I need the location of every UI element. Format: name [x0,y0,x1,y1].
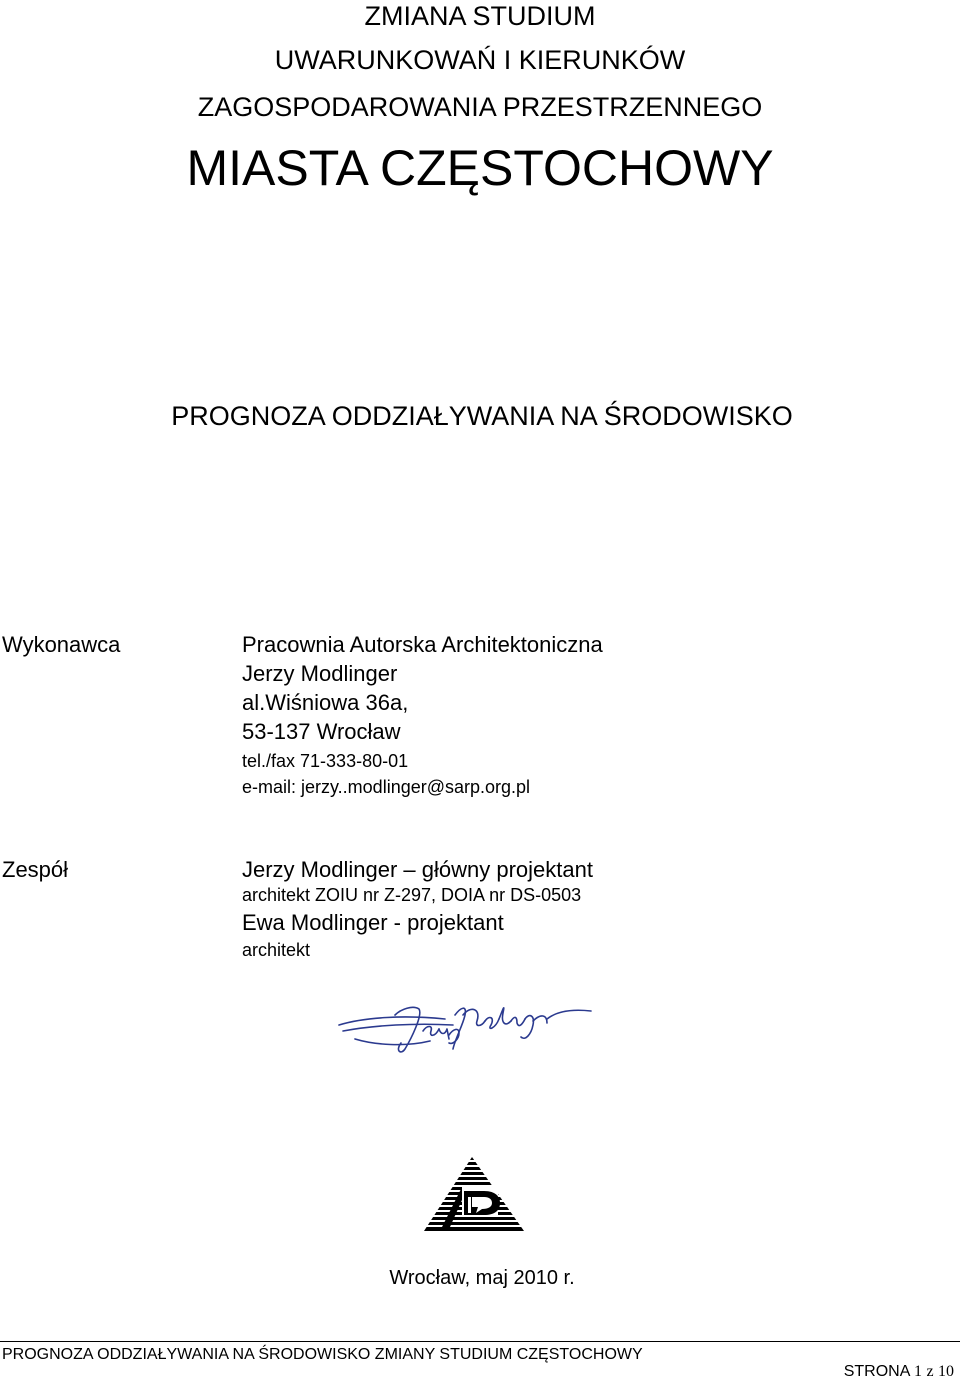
page-label: STRONA [843,1363,910,1380]
contractor-company: Pracownia Autorska Architektoniczna [242,632,603,657]
team-label: Zespół [2,857,69,882]
title-line-3: ZAGOSPODAROWANIA PRZESTRZENNEGO [197,92,763,122]
contractor-street: al.Wiśniowa 36a, [242,690,409,715]
contractor-label: Wykonawca [2,632,121,657]
triangle-logo-icon [422,1157,526,1231]
handwritten-signature-icon [335,995,595,1057]
team-member-2-credentials: architekt [242,940,311,960]
document-title: MIASTA CZĘSTOCHOWY [186,140,774,196]
footer-divider [0,1341,960,1342]
place-date: Wrocław, maj 2010 r. [389,1267,575,1289]
contractor-name: Jerzy Modlinger [242,661,398,686]
contractor-phone: tel./fax 71-333-80-01 [242,751,409,771]
team-member-1: Jerzy Modlinger – główny projektant [242,857,593,882]
contractor-city: 53-137 Wrocław [242,719,401,744]
page-number-indicator [844,1362,954,1381]
team-member-2: Ewa Modlinger - projektant [242,910,504,935]
page-separator: z [926,1363,934,1380]
title-line-1: ZMIANA STUDIUM [364,1,596,31]
team-member-1-credentials: architekt ZOIU nr Z-297, DOIA nr DS-0503 [242,885,582,905]
contractor-email: e-mail: jerzy..modlinger@sarp.org.pl [242,777,531,797]
page-total: 10 [938,1363,954,1380]
footer-running-title: PROGNOZA ODDZIAŁYWANIA NA ŚRODOWISKO ZMIANY STUDIUM CZĘSTOCHOWY [2,1346,643,1363]
title-line-2: UWARUNKOWAŃ I KIERUNKÓW [274,45,686,75]
page-current: 1 [913,1363,922,1380]
document-subtitle: PROGNOZA ODDZIAŁYWANIA NA ŚRODOWISKO [171,401,793,431]
